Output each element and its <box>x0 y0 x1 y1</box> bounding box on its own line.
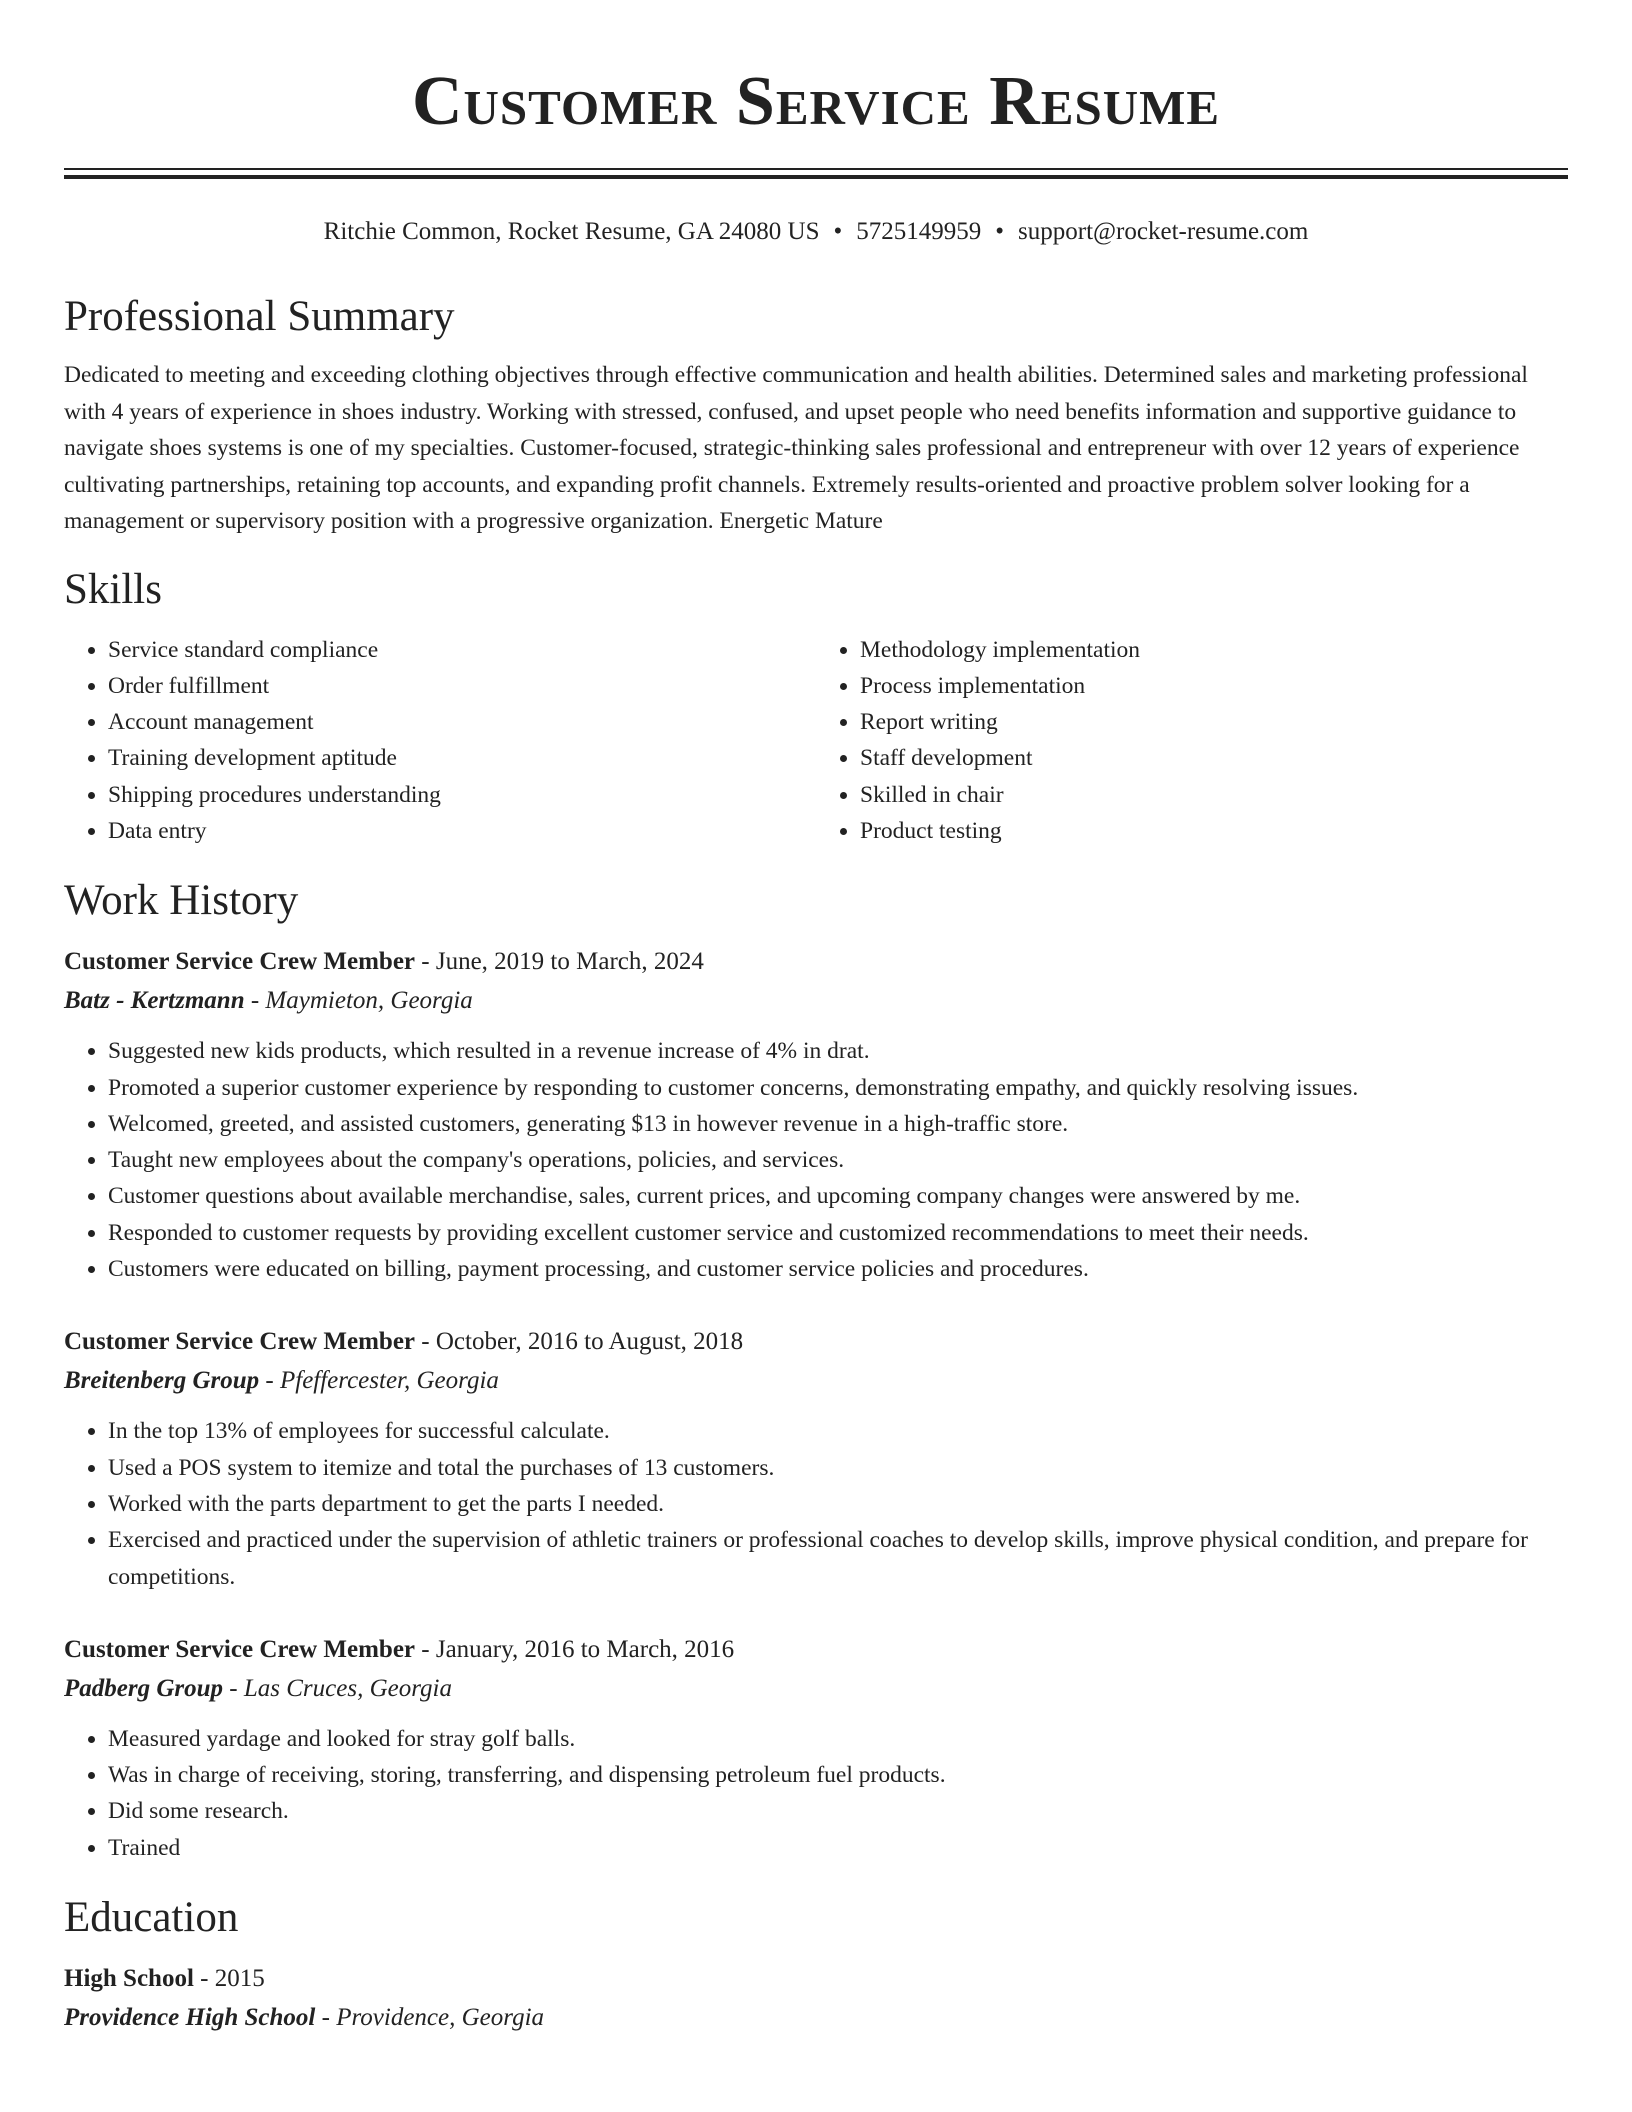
skill-item: • Data entry <box>108 813 816 849</box>
job-bullet: • Taught new employees about the company's operations, policies, and services. <box>108 1142 1568 1178</box>
skill-item: • Training development aptitude <box>108 740 816 776</box>
education-section <box>64 1890 1568 2038</box>
education-heading: Education <box>64 1894 239 1942</box>
job-location: - Maymieton, Georgia <box>244 987 473 1015</box>
job-title-line <box>64 943 1568 981</box>
education-degree-line <box>64 1960 1568 1998</box>
page-title: Customer Service Resume <box>411 63 1221 140</box>
job-entry <box>64 943 1568 1287</box>
job-location: - Las Cruces, Georgia <box>223 1674 452 1702</box>
skills-heading: Skills <box>64 565 162 613</box>
job-bullets <box>64 1413 1568 1594</box>
job-bullet: • Customers were educated on billing, payment processing, and customer service policies and procedures. <box>108 1251 1568 1287</box>
skills-list-right <box>816 632 1568 850</box>
education-entry <box>64 1960 1568 2038</box>
skill-item: • Product testing <box>860 813 1568 849</box>
job-dates: - October, 2016 to August, 2018 <box>415 1328 744 1356</box>
work-history-heading: Work History <box>64 877 299 925</box>
education-school: Providence High School <box>64 2004 316 2032</box>
contact-separator: • <box>995 218 1005 245</box>
summary-section <box>64 289 1568 540</box>
skill-item: • Service standard compliance <box>108 632 816 668</box>
skill-item: • Process implementation <box>860 668 1568 704</box>
job-dates: - June, 2019 to March, 2024 <box>415 948 704 976</box>
job-location: - Pfeffercester, Georgia <box>259 1367 499 1395</box>
contact-phone: 5725149959 <box>856 218 982 245</box>
skills-list-left <box>64 632 816 850</box>
job-bullet: • Measured yardage and looked for stray golf balls. <box>108 1721 1568 1757</box>
skills-section <box>64 562 1568 850</box>
skill-item: • Methodology implementation <box>860 632 1568 668</box>
job-bullets <box>64 1033 1568 1287</box>
skill-item: • Report writing <box>860 704 1568 740</box>
contact-address: Ritchie Common, Rocket Resume, GA 24080 US <box>323 218 820 245</box>
education-degree: High School <box>64 1965 194 1993</box>
skill-item: • Skilled in chair <box>860 777 1568 813</box>
education-location: - Providence, Georgia <box>315 2004 545 2032</box>
title-divider-thin <box>64 168 1568 170</box>
contact-email: support@rocket-resume.com <box>1018 218 1309 245</box>
education-school-line <box>64 1998 1568 2038</box>
work-history-section <box>64 873 1568 1866</box>
job-company-line <box>64 1669 1568 1709</box>
job-bullet: • In the top 13% of employees for successful calculate. <box>108 1413 1568 1449</box>
job-entry <box>64 1631 1568 1866</box>
job-bullet: • Customer questions about available merchandise, sales, current prices, and upcoming company changes were answered by me. <box>108 1178 1568 1214</box>
skill-item: • Staff development <box>860 740 1568 776</box>
summary-heading: Professional Summary <box>64 293 455 340</box>
job-bullet: • Used a POS system to itemize and total the purchases of 13 customers. <box>108 1450 1568 1486</box>
job-company: Batz - Kertzmann <box>64 987 245 1015</box>
job-bullet: • Did some research. <box>108 1793 1568 1829</box>
summary-text: Dedicated to meeting and exceeding clothing objectives through effective communication and health abilities. Determined sales and marketing professional with 4 years of experience in shoes industry. Working with stressed, confused, and upset people who need benefits information and supportive guidance to navigate shoes systems is one of my specialties. Customer-focused, strategic-thinking sales professional and entrepreneur with over 12 years of experience cultivating partnerships, retaining top accounts, and expanding profit channels. Extremely results-oriented and proactive problem solver looking for a management or supervisory position with a progressive organization. Energetic Mature <box>64 362 1528 534</box>
job-title: Customer Service Crew Member <box>64 948 416 976</box>
job-title: Customer Service Crew Member <box>64 1635 416 1663</box>
job-title: Customer Service Crew Member <box>64 1328 416 1356</box>
contact-separator: • <box>833 218 843 245</box>
job-title-line <box>64 1323 1568 1361</box>
skills-columns <box>64 632 1568 850</box>
title-divider-thick <box>64 175 1568 179</box>
job-bullets <box>64 1721 1568 1866</box>
skill-item: • Shipping procedures understanding <box>108 777 816 813</box>
job-dates: - January, 2016 to March, 2016 <box>415 1635 735 1663</box>
skill-item: • Account management <box>108 704 816 740</box>
job-bullet: • Exercised and practiced under the supervision of athletic trainers or professional coaches to develop skills, improve physical condition, and prepare for competitions. <box>108 1522 1568 1595</box>
job-bullet: • Worked with the parts department to get the parts I needed. <box>108 1486 1568 1522</box>
job-entry <box>64 1323 1568 1594</box>
job-title-line <box>64 1631 1568 1669</box>
job-company-line <box>64 1361 1568 1401</box>
job-company: Padberg Group <box>64 1674 224 1702</box>
skill-item: • Order fulfillment <box>108 668 816 704</box>
job-bullet: • Suggested new kids products, which resulted in a revenue increase of 4% in drat. <box>108 1033 1568 1069</box>
job-bullet: • Trained <box>108 1830 1568 1866</box>
job-bullet: • Was in charge of receiving, storing, transferring, and dispensing petroleum fuel products. <box>108 1757 1568 1793</box>
education-year: - 2015 <box>193 1965 265 1993</box>
job-company-line <box>64 981 1568 1021</box>
job-company: Breitenberg Group <box>64 1367 260 1395</box>
job-bullet: • Promoted a superior customer experience by responding to customer concerns, demonstrating empathy, and quickly resolving issues. <box>108 1070 1568 1106</box>
contact-line <box>64 215 1568 249</box>
job-bullet: • Responded to customer requests by providing excellent customer service and customized recommendations to meet their needs. <box>108 1215 1568 1251</box>
job-bullet: • Welcomed, greeted, and assisted customers, generating $13 in however revenue in a high-traffic store. <box>108 1106 1568 1142</box>
